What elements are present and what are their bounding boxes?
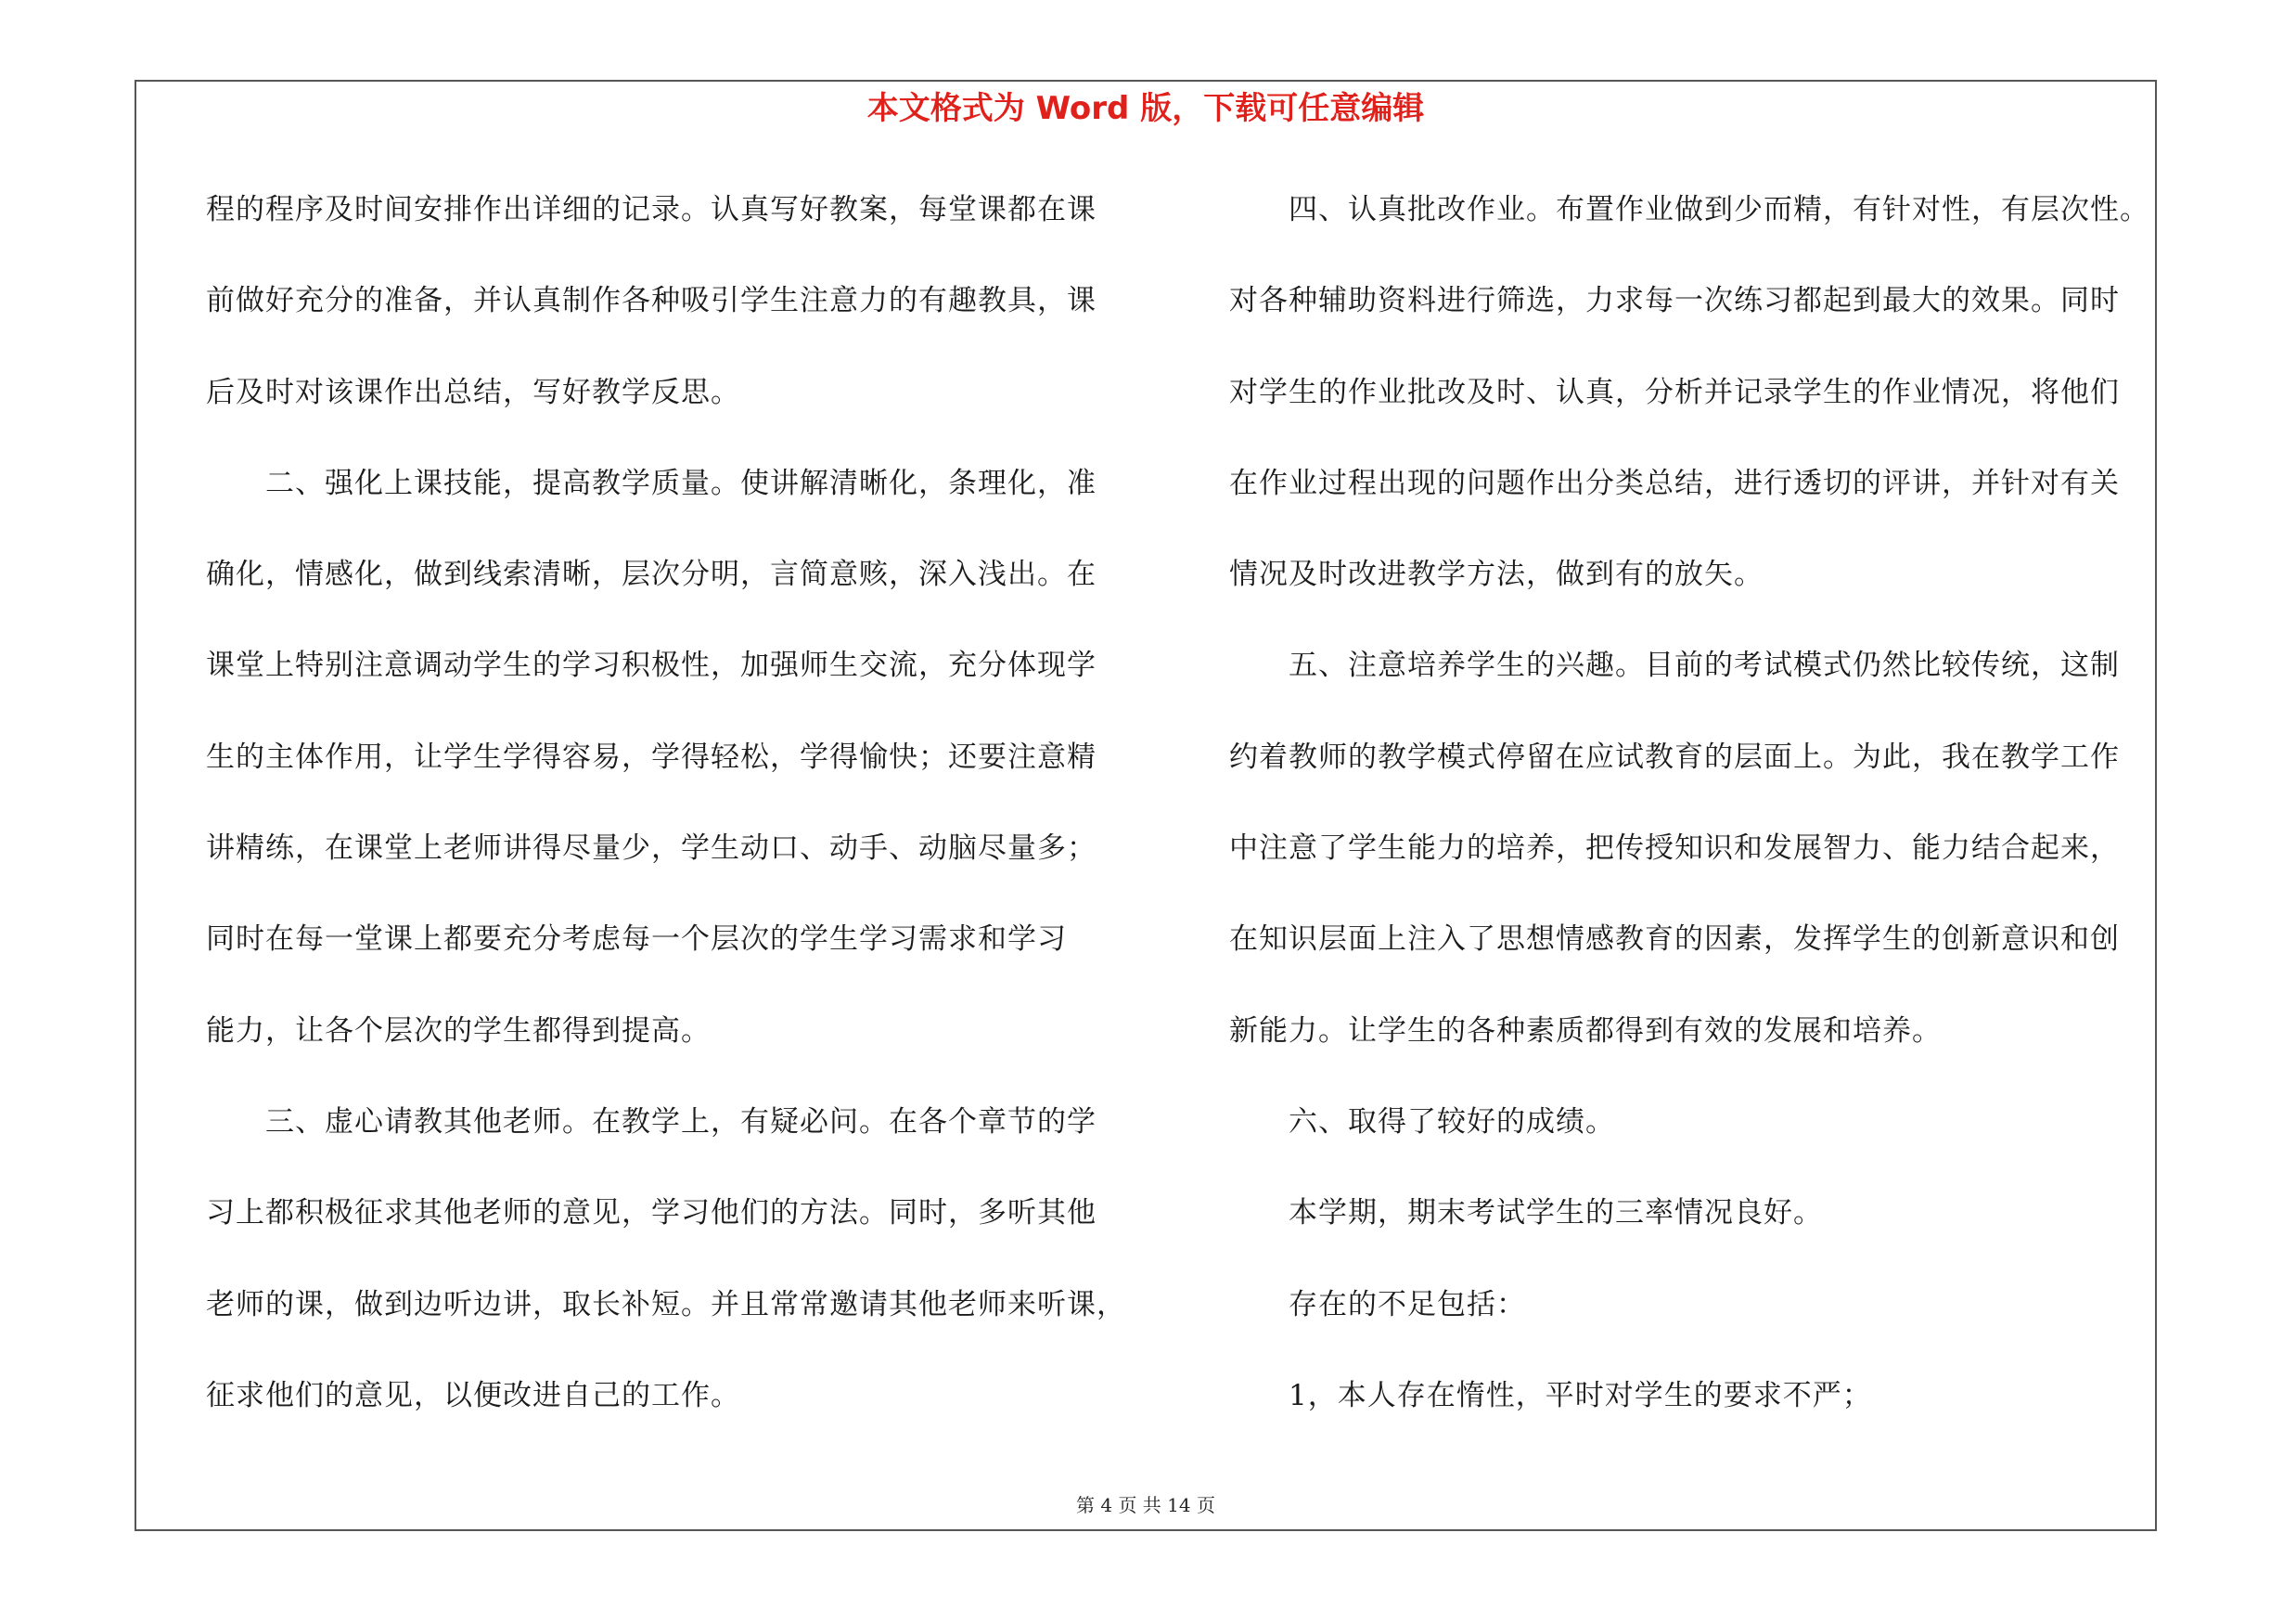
text-line: 在作业过程出现的问题作出分类总结，进行透切的评讲，并针对有关 bbox=[1229, 466, 2120, 500]
text-line: 存在的不足包括： bbox=[1229, 1287, 1526, 1321]
text-line: 在知识层面上注入了思想情感教育的因素，发挥学生的创新意识和创 bbox=[1229, 922, 2120, 957]
right-text-column bbox=[1229, 182, 2194, 1459]
text-line: 中注意了学生能力的培养，把传授知识和发展智力、能力结合起来， bbox=[1229, 831, 2120, 866]
text-line: 征求他们的意见，以便改进自己的工作。 bbox=[206, 1378, 740, 1412]
text-line: 老师的课，做到边听边讲，取长补短。并且常常邀请其他老师来听课， bbox=[206, 1287, 1126, 1321]
format-banner: 本文格式为 Word 版，下载可任意编辑 bbox=[866, 90, 1425, 127]
text-line: 讲精练，在课堂上老师讲得尽量少，学生动口、动手、动脑尽量多； bbox=[206, 831, 1097, 866]
text-line: 确化，情感化，做到线索清晰，层次分明，言简意赅，深入浅出。在 bbox=[206, 558, 1097, 592]
left-text-column bbox=[206, 182, 1143, 1459]
text-line: 习上都积极征求其他老师的意见，学习他们的方法。同时，多听其他 bbox=[206, 1196, 1097, 1230]
text-line: 能力，让各个层次的学生都得到提高。 bbox=[206, 1013, 711, 1048]
text-line: 1，本人存在惰性，平时对学生的要求不严； bbox=[1229, 1378, 1872, 1412]
text-line: 六、取得了较好的成绩。 bbox=[1229, 1104, 1615, 1139]
text-line: 本学期，期末考试学生的三率情况良好。 bbox=[1229, 1196, 1823, 1230]
text-line: 程的程序及时间安排作出详细的记录。认真写好教案，每堂课都在课 bbox=[206, 193, 1097, 226]
page-number-footer: 第 4 页 共 14 页 bbox=[1076, 1494, 1215, 1516]
text-line: 生的主体作用，让学生学得容易，学得轻松，学得愉快；还要注意精 bbox=[206, 740, 1097, 774]
text-line: 约着教师的教学模式停留在应试教育的层面上。为此，我在教学工作 bbox=[1229, 740, 2120, 774]
text-line: 四、认真批改作业。布置作业做到少而精，有针对性，有层次性。 bbox=[1229, 193, 2149, 226]
text-line: 新能力。让学生的各种素质都得到有效的发展和培养。 bbox=[1229, 1013, 1942, 1048]
text-line: 后及时对该课作出总结，写好教学反思。 bbox=[206, 375, 740, 409]
text-line: 前做好充分的准备，并认真制作各种吸引学生注意力的有趣教具，课 bbox=[206, 284, 1097, 318]
text-line: 对学生的作业批改及时、认真，分析并记录学生的作业情况，将他们 bbox=[1229, 375, 2120, 409]
text-line: 课堂上特别注意调动学生的学习积极性，加强师生交流，充分体现学 bbox=[206, 649, 1097, 683]
text-line: 三、虚心请教其他老师。在教学上，有疑必问。在各个章节的学 bbox=[206, 1104, 1097, 1139]
text-line: 二、强化上课技能，提高教学质量。使讲解清晰化，条理化，准 bbox=[206, 466, 1097, 500]
text-line: 情况及时改进教学方法，做到有的放矢。 bbox=[1229, 558, 1764, 592]
text-line: 对各种辅助资料进行筛选，力求每一次练习都起到最大的效果。同时 bbox=[1229, 284, 2120, 318]
text-line: 五、注意培养学生的兴趣。目前的考试模式仍然比较传统，这制 bbox=[1229, 649, 2120, 683]
text-line: 同时在每一堂课上都要充分考虑每一个层次的学生学习需求和学习 bbox=[206, 922, 1067, 957]
